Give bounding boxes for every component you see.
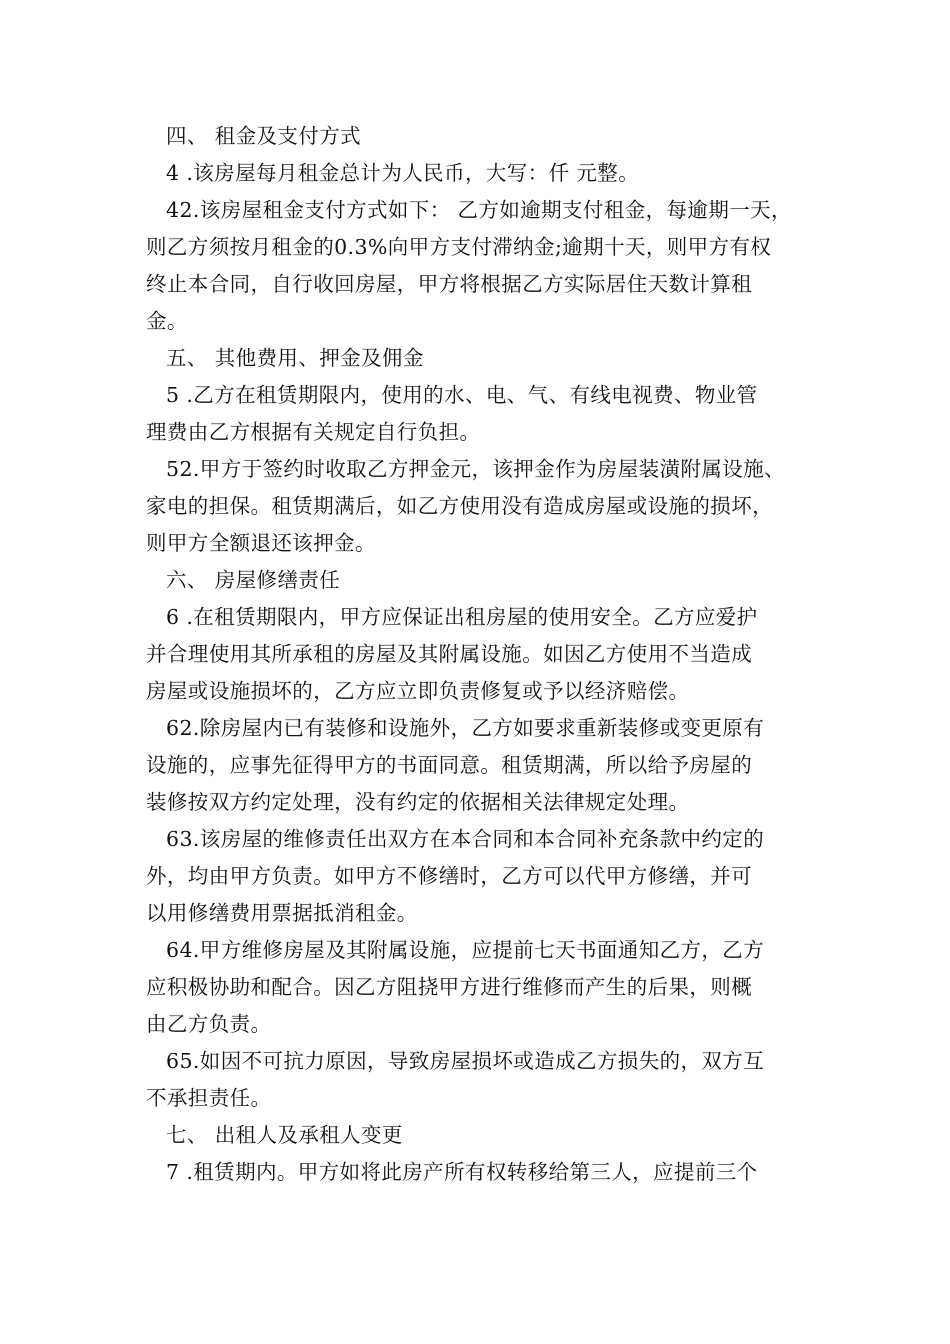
clause-65-line-2: 不承担责任。 (146, 1086, 272, 1110)
clause-63: 63.该房屋的维修责任出双方在本合同和本合同补充条款中约定的 (166, 827, 765, 851)
section-heading-5: 五、 其他费用、押金及佣金 (166, 346, 424, 370)
clause-64-line-3: 由乙方负责。 (146, 1012, 272, 1036)
clause-5-line-2: 理费由乙方根据有关规定自行负担。 (146, 420, 481, 444)
clause-62-line-2: 设施的，应事先征得甲方的书面同意。租赁期满，所以给予房屋的 (146, 753, 753, 777)
clause-42-line-3: 终止本合同，自行收回房屋，甲方将根据乙方实际居住天数计算租 (146, 272, 753, 296)
clause-52-line-3: 则甲方全额退还该押金。 (146, 531, 376, 555)
clause-52-line-2: 家电的担保。租赁期满后，如乙方使用没有造成房屋或设施的损坏， (146, 494, 773, 518)
clause-5: 5 .乙方在租赁期限内，使用的水、电、气、有线电视费、物业管 (166, 383, 758, 407)
clause-6: 6 .在租赁期限内，甲方应保证出租房屋的使用安全。乙方应爱护 (166, 605, 758, 629)
clause-4: 4 .该房屋每月租金总计为人民币，大写：仟 元整。 (166, 161, 640, 185)
document-page (146, 118, 810, 1191)
clause-7: 7 .租赁期内。甲方如将此房产所有权转移给第三人，应提前三个 (166, 1160, 758, 1184)
clause-64: 64.甲方维修房屋及其附属设施，应提前七天书面通知乙方，乙方 (166, 938, 765, 962)
clause-65: 65.如因不可抗力原因，导致房屋损坏或造成乙方损失的，双方互 (166, 1049, 765, 1073)
clause-63-line-2: 外，均由甲方负责。如甲方不修缮时，乙方可以代甲方修缮，并可 (146, 864, 753, 888)
clause-63-line-3: 以用修缮费用票据抵消租金。 (146, 901, 418, 925)
section-heading-7: 七、 出租人及承租人变更 (166, 1123, 403, 1147)
clause-42-line-4: 金。 (146, 309, 188, 333)
section-heading-6: 六、 房屋修缮责任 (166, 568, 341, 592)
section-heading-4: 四、 租金及支付方式 (166, 124, 362, 148)
clause-62: 62.除房屋内已有装修和设施外，乙方如要求重新装修或变更原有 (166, 716, 765, 740)
clause-6-line-2: 并合理使用其所承租的房屋及其附属设施。如因乙方使用不当造成 (146, 642, 753, 666)
clause-62-line-3: 装修按双方约定处理，没有约定的依据相关法律规定处理。 (146, 790, 690, 814)
clause-6-line-3: 房屋或设施损坏的，乙方应立即负责修复或予以经济赔偿。 (146, 679, 690, 703)
clause-42: 42.该房屋租金支付方式如下： 乙方如逾期支付租金，每逾期一天， (166, 198, 792, 222)
clause-64-line-2: 应积极协助和配合。因乙方阻挠甲方进行维修而产生的后果，则概 (146, 975, 753, 999)
clause-42-line-2: 则乙方须按月租金的0.3%向甲方支付滞纳金;逾期十天，则甲方有权 (146, 235, 772, 259)
clause-52: 52.甲方于签约时收取乙方押金元，该押金作为房屋装潢附属设施、 (166, 457, 785, 481)
